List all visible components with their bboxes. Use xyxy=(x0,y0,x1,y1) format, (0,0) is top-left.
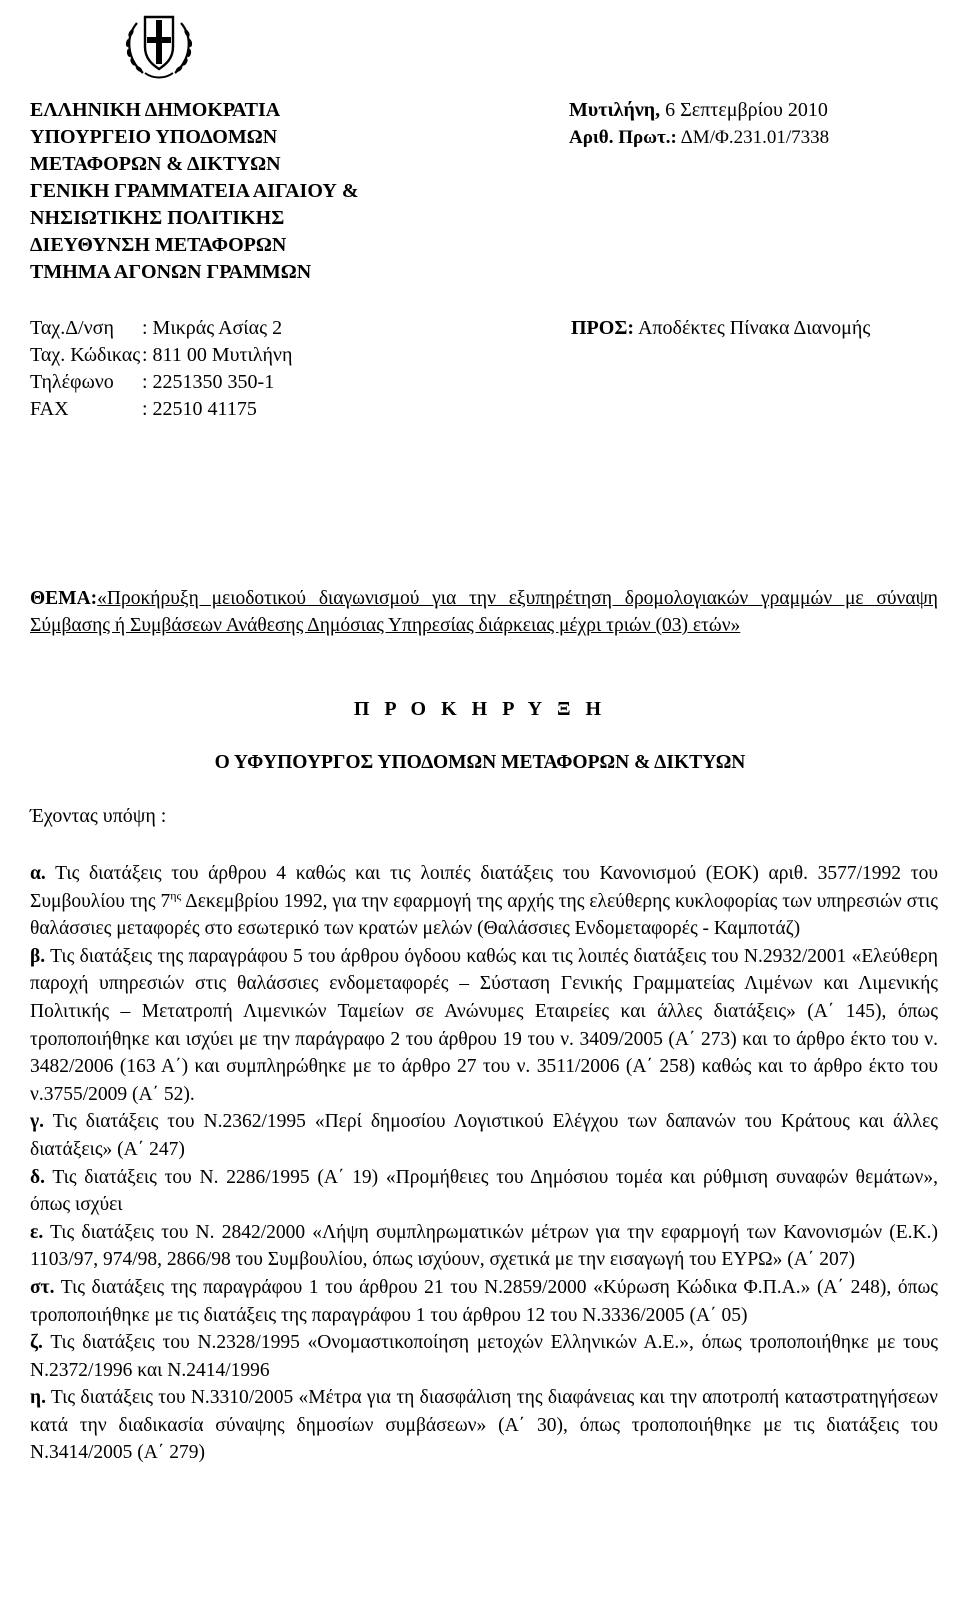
address-label: Ταχ.Δ/νση xyxy=(30,317,114,339)
clause-text-continued: Δεκεμβρίου 1992, για την εφαρμογή της αρχής της ελεύθερης κυκλοφορίας των υπηρεσιών στις θαλάσσιες μεταφορές στο εσωτερικό των κρατών μελών (Θαλάσσιες Ενδομεταφορές - Καμποτάζ) xyxy=(30,890,938,940)
clause-letter: α. xyxy=(30,863,46,884)
date-protocol-block xyxy=(569,97,829,151)
clause-letter: ε. xyxy=(30,1221,44,1243)
clause-text: Τις διατάξεις του Ν.3310/2005 «Μέτρα για τη διασφάλιση της διαφάνειας και την αποτροπή καταστρατηγήσεων κατά την διαδικασία σύναψης δημοσίων συμβάσεων» (Α΄ 30), όπως τροποποιήθηκε με τις διατάξεις του Ν.3414/2005 (Α΄ 279) xyxy=(30,1387,938,1464)
clause-letter: γ. xyxy=(30,1111,44,1133)
subject-text: «Προκήρυξη μειοδοτικού διαγωνισμού για την εξυπηρέτηση δρομολογιακών γραμμών με σύναψη Σύμβασης ή Συμβάσεων Ανάθεσης Δημόσιας Υπηρεσίας διάρκειας μέχρι τριών (03) ετών» xyxy=(30,588,938,636)
clause-letter: η. xyxy=(30,1387,46,1409)
org-line: ΓΕΝΙΚΗ ΓΡΑΜΜΑΤΕΙΑ ΑΙΓΑΙΟΥ & xyxy=(30,180,359,202)
considering-label: Έχοντας υπόψη : xyxy=(30,805,167,827)
subject-label: ΘΕΜΑ: xyxy=(30,588,98,609)
clause-letter: β. xyxy=(30,945,46,967)
place-label: Μυτιλήνη, xyxy=(569,99,661,121)
org-line: ΜΕΤΑΦΟΡΩΝ & ΔΙΚΤΥΩΝ xyxy=(30,153,281,175)
clause-paragraph xyxy=(30,1219,938,1274)
recipients-value: Αποδέκτες Πίνακα Διανομής xyxy=(637,317,871,339)
clause-paragraph xyxy=(30,860,938,943)
protocol-line xyxy=(569,124,829,151)
clause-text: Τις διατάξεις του άρθρου 4 καθώς και τις λοιπές διατάξεις του Κανονισμού (ΕΟΚ) αριθ. 3577/1992 του Συμβουλίου της 7 xyxy=(30,863,938,912)
org-line: ΔΙΕΥΘΥΝΣΗ ΜΕΤΑΦΟΡΩΝ xyxy=(30,234,287,256)
clause-text: Τις διατάξεις του Ν. 2842/2000 «Λήψη συμπληρωματικών μέτρων για την εφαρμογή των Κανονισμών (Ε.Κ.) 1103/97, 974/98, 2866/98 του Συμβουλίου, όπως ισχύουν, σχετικά με την εισαγωγή του ΕΥΡΩ» (Α΄ 207) xyxy=(30,1221,938,1271)
greek-coat-of-arms-emblem xyxy=(119,3,199,83)
protocol-label: Αριθ. Πρωτ.: xyxy=(569,127,677,148)
clause-text: Τις διατάξεις του Ν.2362/1995 «Περί δημοσίου Λογιστικού Ελέγχου των δαπανών του Κράτους και άλλες διατάξεις» (Α΄ 247) xyxy=(30,1111,938,1160)
postal-value: : 811 00 Μυτιλήνη xyxy=(142,344,293,366)
clause-letter: στ. xyxy=(30,1276,55,1298)
address-line xyxy=(30,315,292,342)
clause-text: Τις διατάξεις της παραγράφου 1 του άρθρου 21 του Ν.2859/2000 «Κύρωση Κώδικα Φ.Π.Α.» (Α΄ 248), όπως τροποποιήθηκε με τις διατάξεις της παραγράφου 1 του άρθρου 12 του Ν.3336/2005 (Α΄ 05) xyxy=(30,1276,938,1326)
legal-basis-clauses xyxy=(30,860,938,1467)
minister-title: Ο ΥΦΥΠΟΥΡΓΟΣ ΥΠΟΔΟΜΩΝ ΜΕΤΑΦΟΡΩΝ & ΔΙΚΤΥΩΝ xyxy=(214,752,746,773)
protocol-number: ΔΜ/Φ.231.01/7338 xyxy=(680,127,830,148)
fax-label: FAX xyxy=(30,398,69,420)
org-line: ΕΛΛΗΝΙΚΗ ΔΗΜΟΚΡΑΤΙΑ xyxy=(30,99,281,121)
phone-label: Τηλέφωνο xyxy=(30,371,114,393)
org-line: ΤΜΗΜΑ ΑΓΟΝΩΝ ΓΡΑΜΜΩΝ xyxy=(30,261,312,283)
org-line: ΥΠΟΥΡΓΕΙΟ ΥΠΟΔΟΜΩΝ xyxy=(30,126,278,148)
clause-paragraph xyxy=(30,1274,938,1329)
phone-line xyxy=(30,369,292,396)
postal-label: Ταχ. Κώδικας xyxy=(30,344,141,366)
recipients-line xyxy=(571,315,870,342)
recipients-label: ΠΡΟΣ: xyxy=(571,317,635,339)
clause-text: Τις διατάξεις του Ν.2328/1995 «Ονομαστικοποίηση μετοχών Ελληνικών Α.Ε.», όπως τροποποιήθηκε με τους Ν.2372/1996 και Ν.2414/1996 xyxy=(30,1332,938,1381)
clause-text: Τις διατάξεις της παραγράφου 5 του άρθρου όγδοου καθώς και τις λοιπές διατάξεις του Ν.2932/2001 «Ελεύθερη παροχή υπηρεσιών στις θαλάσσιες ενδομεταφορές – Σύσταση Γενικής Γραμματείας Λιμένων και Λιμενικής Πολιτικής – Μετατροπή Λιμενικών Ταμείων σε Ανώνυμες Εταιρείες και άλλες διατάξεις» (Α΄ 145), όπως τροποποιήθηκε και ισχύει με την παράγραφο 2 του άρθρου 19 του ν. 3409/2005 (Α΄ 273) και το άρθρο έκτο του ν. 3482/2006 (163 Α΄) και συμπληρώθηκε με το άρθρο 27 του ν. 3511/2006 (Α΄ 258) καθώς και το άρθρο έκτο του ν.3755/2009 (Α΄ 52). xyxy=(30,945,938,1105)
clause-text: Τις διατάξεις του Ν. 2286/1995 (Α΄ 19) «Προμήθειες του Δημόσιου τομέα και ρύθμιση συναφών θεμάτων», όπως ισχύει xyxy=(30,1166,938,1216)
proclamation-title: Π Ρ Ο Κ Η Ρ Υ Ξ Η xyxy=(353,698,607,720)
clause-paragraph xyxy=(30,943,938,1109)
address-value: : Μικράς Ασίας 2 xyxy=(142,317,283,339)
clause-letter: ζ. xyxy=(30,1332,43,1354)
fax-line xyxy=(30,396,292,423)
postal-line xyxy=(30,342,292,369)
clause-paragraph xyxy=(30,1108,938,1163)
clause-paragraph xyxy=(30,1329,938,1384)
org-line: ΝΗΣΙΩΤΙΚΗΣ ΠΟΛΙΤΙΚΗΣ xyxy=(30,207,285,229)
contact-details-block xyxy=(30,315,292,423)
clause-paragraph xyxy=(30,1384,938,1467)
document-date: 6 Σεπτεμβρίου 2010 xyxy=(665,99,828,121)
clause-letter: δ. xyxy=(30,1166,45,1188)
phone-value: : 2251350 350-1 xyxy=(142,371,275,393)
subject-paragraph xyxy=(30,585,938,639)
clause-superscript: ης xyxy=(170,888,182,903)
fax-value: : 22510 41175 xyxy=(142,398,257,420)
clause-paragraph xyxy=(30,1164,938,1219)
place-date-line xyxy=(569,97,829,124)
issuing-authority-block xyxy=(30,97,359,286)
